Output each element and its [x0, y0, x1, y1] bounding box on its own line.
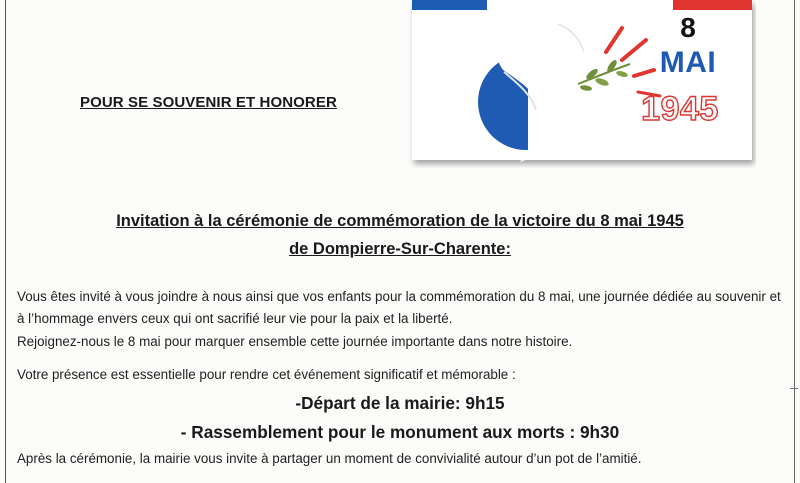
schedule-monument: - Rassemblement pour le monument aux morts : 9h30 — [180, 422, 620, 442]
motto-heading: POUR SE SOUVENIR ET HONORER — [80, 94, 337, 111]
victory-poster — [408, 0, 756, 168]
schedule-departure: -Départ de la mairie: 9h15 — [295, 393, 505, 413]
poster-year: 1945 — [641, 90, 719, 128]
paragraph-invitation: Vous êtes invité à vous joindre à nous ainsi que vos enfants pour la commémoration du 8 mai, une journée dédiée au souvenir et à l’hommage envers ceux qui ont sacrifié leur vie pour la paix et la liberté. — [17, 289, 781, 326]
paragraph-presence: Votre présence est essentielle pour rendre cet événement significatif et mémorable : — [17, 367, 516, 382]
paragraph-after-ceremony: Après la cérémonie, la mairie vous invite à partager un moment de convivialité autour d’un pot de l’amitié. — [17, 451, 642, 466]
poster-day: 8 — [680, 12, 696, 43]
invitation-title — [0, 207, 800, 263]
paragraph-join: Rejoignez-nous le 8 mai pour marquer ensemble cette journée importante dans notre histoire. — [17, 334, 573, 349]
scan-mark — [790, 388, 798, 389]
invitation-title-line1: Invitation à la cérémonie de commémoration de la victoire du 8 mai 1945 — [116, 212, 684, 230]
invitation-title-line2: de Dompierre-Sur-Charente: — [289, 240, 511, 258]
poster-month: MAI — [659, 46, 717, 79]
